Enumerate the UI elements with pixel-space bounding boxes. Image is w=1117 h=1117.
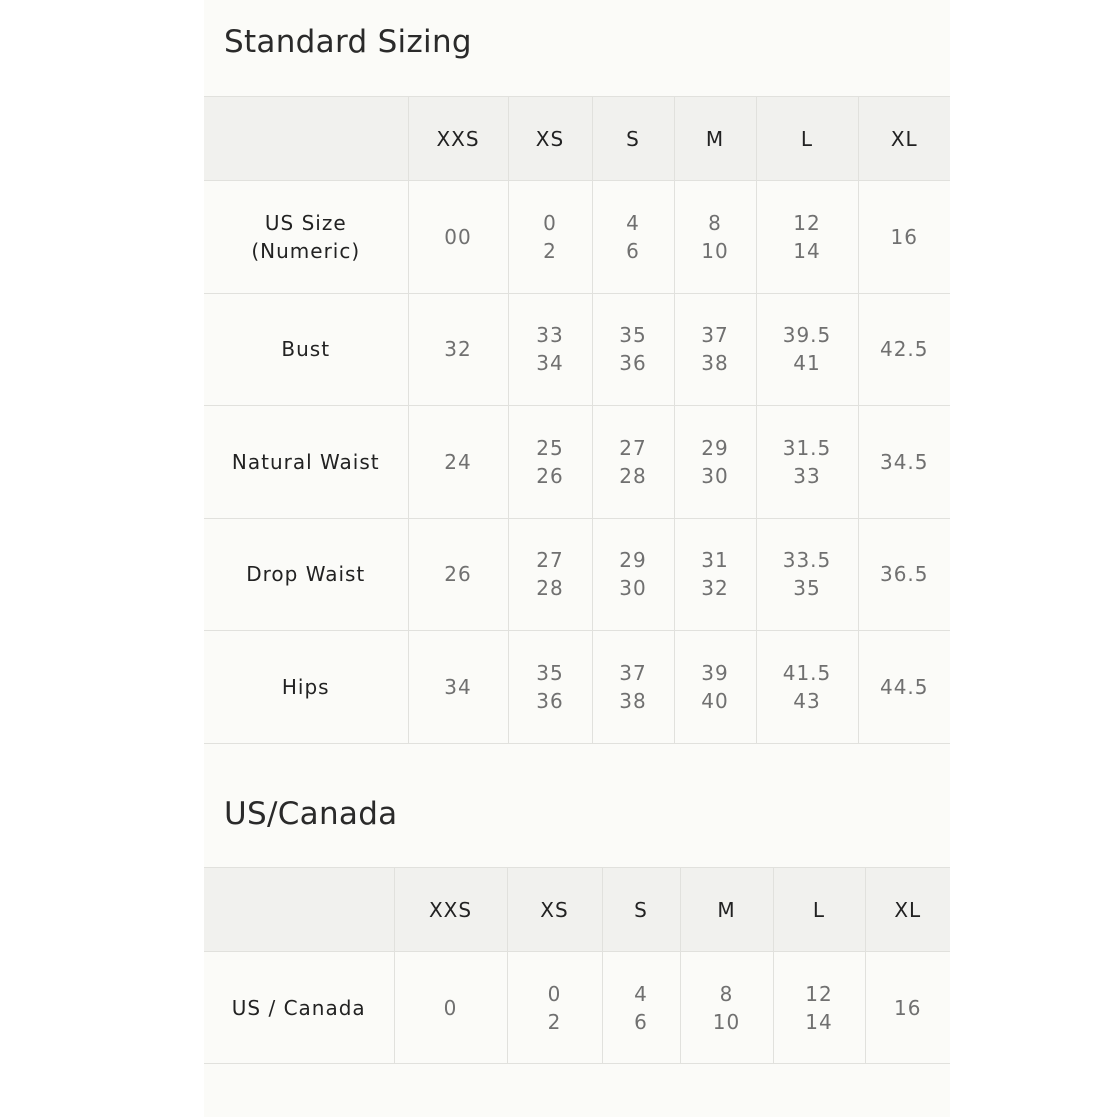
section-title-standard-sizing: Standard Sizing — [224, 24, 472, 60]
size-cell — [408, 181, 508, 294]
table-row — [204, 181, 950, 294]
size-cell — [508, 631, 592, 744]
size-cell — [756, 518, 858, 631]
size-value: 4 — [626, 210, 640, 235]
size-cell — [508, 181, 592, 294]
size-cell — [858, 518, 950, 631]
row-label-line: Natural Waist — [231, 449, 380, 474]
size-value: 2 — [543, 238, 557, 263]
row-label-line: (Numeric) — [251, 238, 361, 263]
size-cell — [602, 952, 680, 1064]
size-cell — [674, 631, 756, 744]
size-cell — [592, 631, 674, 744]
size-cell — [680, 952, 773, 1064]
size-cell — [858, 631, 950, 744]
size-value: 43 — [793, 688, 821, 713]
size-cell — [858, 406, 950, 519]
table-row — [204, 631, 950, 744]
row-label — [204, 406, 408, 519]
size-value: 33 — [793, 463, 821, 488]
row-label-line: Bust — [281, 337, 331, 362]
row-label — [204, 952, 394, 1064]
size-value: 29 — [701, 435, 729, 460]
column-header: XS — [507, 868, 602, 952]
size-value: 34 — [444, 674, 472, 699]
size-value: 35 — [619, 323, 647, 348]
size-cell — [408, 406, 508, 519]
us-canada-table — [204, 867, 950, 1064]
size-cell — [756, 631, 858, 744]
size-value: 8 — [708, 210, 722, 235]
size-cell — [508, 518, 592, 631]
size-value: 27 — [619, 435, 647, 460]
row-label-line: US Size — [264, 210, 347, 235]
size-value: 34 — [536, 351, 564, 376]
column-header: XL — [865, 868, 950, 952]
size-cell — [674, 181, 756, 294]
size-value: 31 — [701, 548, 729, 573]
table-row — [204, 406, 950, 519]
size-value: 41 — [793, 351, 821, 376]
size-value: 26 — [536, 463, 564, 488]
row-label — [204, 518, 408, 631]
size-value: 30 — [619, 576, 647, 601]
size-value: 0 — [443, 995, 458, 1020]
size-value: 24 — [444, 449, 472, 474]
size-value: 34.5 — [879, 449, 929, 474]
size-value: 38 — [701, 351, 729, 376]
table-row — [204, 293, 950, 406]
row-label-line: Hips — [281, 674, 330, 699]
column-header: M — [680, 868, 773, 952]
size-value: 12 — [793, 210, 821, 235]
size-value: 26 — [444, 562, 472, 587]
row-label-line: Drop Waist — [246, 562, 366, 587]
standard-sizing-table — [204, 96, 950, 744]
size-value: 10 — [712, 1009, 741, 1034]
size-value: 29 — [619, 548, 647, 573]
size-value: 37 — [701, 323, 729, 348]
size-value: 8 — [719, 981, 734, 1006]
size-value: 42.5 — [879, 337, 929, 362]
size-cell — [508, 406, 592, 519]
size-value: 32 — [444, 337, 472, 362]
size-value: 12 — [805, 981, 833, 1006]
size-value: 27 — [536, 548, 564, 573]
table-row — [204, 952, 950, 1064]
size-value: 37 — [619, 660, 647, 685]
size-value: 36.5 — [879, 562, 929, 587]
column-header: XS — [508, 97, 592, 181]
column-header: M — [674, 97, 756, 181]
size-cell — [756, 293, 858, 406]
size-value: 44.5 — [879, 674, 929, 699]
size-value: 6 — [634, 1009, 648, 1034]
column-header: S — [592, 97, 674, 181]
size-value: 25 — [536, 435, 564, 460]
size-cell — [592, 518, 674, 631]
column-header: S — [602, 868, 680, 952]
size-value: 10 — [701, 238, 729, 263]
size-value: 40 — [701, 688, 729, 713]
column-header: L — [756, 97, 858, 181]
size-cell — [756, 181, 858, 294]
column-header: XXS — [394, 868, 507, 952]
size-value: 6 — [626, 238, 640, 263]
size-cell — [592, 406, 674, 519]
size-cell — [394, 952, 507, 1064]
row-label-line: US / Canada — [231, 995, 366, 1020]
size-cell — [408, 293, 508, 406]
size-value: 38 — [619, 688, 647, 713]
size-cell — [858, 293, 950, 406]
size-cell — [756, 406, 858, 519]
size-value: 4 — [634, 981, 648, 1006]
size-value: 0 — [543, 210, 557, 235]
size-cell — [592, 181, 674, 294]
size-cell — [408, 518, 508, 631]
size-cell — [865, 952, 950, 1064]
size-value: 30 — [701, 463, 729, 488]
size-value: 14 — [805, 1009, 833, 1034]
size-value: 00 — [444, 224, 472, 249]
column-header: L — [773, 868, 865, 952]
size-value: 35 — [536, 660, 564, 685]
size-value: 33 — [536, 323, 564, 348]
size-value: 2 — [547, 1009, 562, 1034]
size-value: 14 — [793, 238, 821, 263]
size-value: 41.5 — [782, 660, 832, 685]
size-value: 39.5 — [782, 323, 832, 348]
size-value: 35 — [793, 576, 821, 601]
size-cell — [674, 293, 756, 406]
row-label — [204, 293, 408, 406]
table-header-row — [204, 868, 950, 952]
size-cell — [773, 952, 865, 1064]
size-value: 16 — [890, 224, 918, 249]
column-header: XXS — [408, 97, 508, 181]
header-corner-cell — [204, 868, 394, 952]
size-cell — [674, 518, 756, 631]
size-value: 0 — [547, 981, 562, 1006]
column-header: XL — [858, 97, 950, 181]
size-cell — [508, 293, 592, 406]
header-corner-cell — [204, 97, 408, 181]
size-value: 16 — [894, 995, 922, 1020]
size-value: 36 — [619, 351, 647, 376]
size-value: 31.5 — [782, 435, 832, 460]
table-header-row — [204, 97, 950, 181]
size-cell — [592, 293, 674, 406]
row-label — [204, 631, 408, 744]
row-label — [204, 181, 408, 294]
size-value: 32 — [701, 576, 729, 601]
table-row — [204, 518, 950, 631]
size-value: 28 — [619, 463, 647, 488]
size-value: 39 — [701, 660, 729, 685]
size-cell — [507, 952, 602, 1064]
size-value: 28 — [536, 576, 564, 601]
size-cell — [408, 631, 508, 744]
section-title-us-canada: US/Canada — [224, 796, 398, 832]
size-value: 33.5 — [782, 548, 832, 573]
size-value: 36 — [536, 688, 564, 713]
size-cell — [858, 181, 950, 294]
size-cell — [674, 406, 756, 519]
